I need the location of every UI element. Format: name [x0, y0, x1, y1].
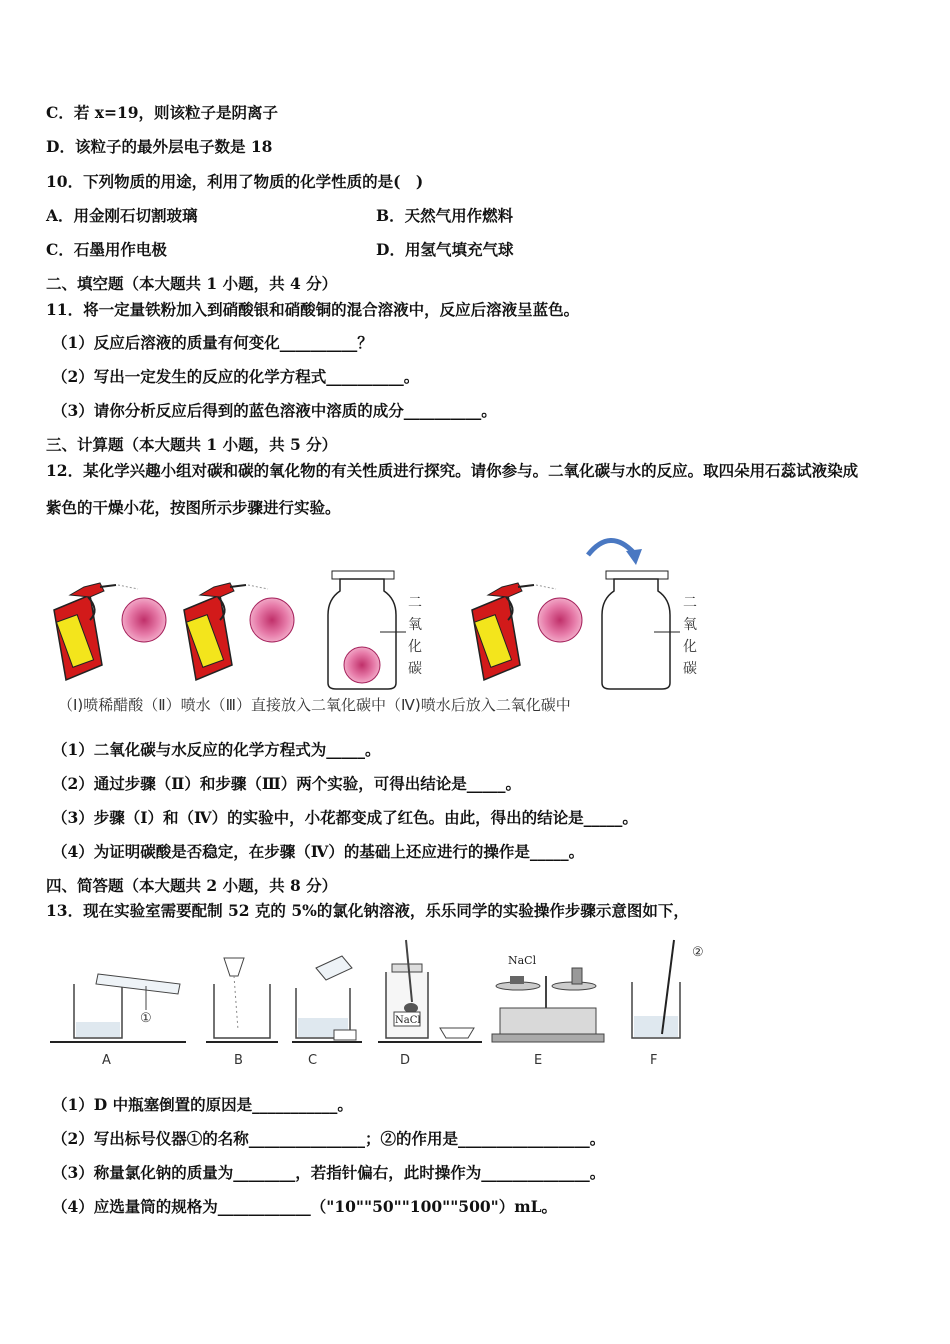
rose-flower-3 — [344, 647, 380, 683]
q9-option-d: D．该粒子的最外层电子数是 18 — [46, 137, 273, 156]
q12-part-2: （2）通过步骤（Ⅱ）和步骤（Ⅲ）两个实验，可得出结论是_____。 — [52, 774, 521, 793]
step-a-beaker — [50, 974, 186, 1042]
step-c-pouring — [292, 956, 362, 1042]
q13-stem: 13．现在实验室需要配制 52 克的 5%的氯化钠溶液，乐乐同学的实验操作步骤示意图如下， — [46, 901, 689, 920]
svg-text:碳: 碳 — [408, 661, 422, 677]
q11-part-2: （2）写出一定发生的反应的化学方程式__________。 — [52, 367, 420, 386]
svg-text:NaCl: NaCl — [395, 1015, 421, 1026]
co2-experiment-figure — [40, 525, 720, 705]
q13-part-2: （2）写出标号仪器①的名称_______________；②的作用是_________________。 — [52, 1129, 606, 1148]
q11-part-1: （1）反应后溶液的质量有何变化__________？ — [52, 333, 373, 352]
svg-text:氧: 氧 — [408, 617, 422, 633]
gas-jar-2 — [602, 571, 680, 689]
q10-option-d: D．用氢气填充气球 — [376, 240, 514, 259]
svg-text:E: E — [534, 1053, 543, 1068]
svg-text:化: 化 — [408, 639, 422, 655]
step-b-beaker-funnel — [206, 958, 278, 1042]
q12-part-3: （3）步骤（Ⅰ）和（Ⅳ）的实验中，小花都变成了红色。由此，得出的结论是_____。 — [52, 808, 638, 827]
section-3-heading: 三、计算题（本大题共 1 小题，共 5 分） — [46, 435, 338, 454]
rose-flower-1 — [122, 598, 166, 642]
q9-option-c: C．若 x=19，则该粒子是阴离子 — [46, 103, 279, 122]
step-f-stirring — [632, 940, 704, 1038]
q11-part-3: （3）请你分析反应后得到的蓝色溶液中溶质的成分__________。 — [52, 401, 497, 420]
q13-part-1: （1）D 中瓶塞倒置的原因是___________。 — [52, 1095, 353, 1114]
q13-part-4: （4）应选量筒的规格为____________（"10""50""100""500"）mL。 — [52, 1197, 558, 1216]
svg-text:A: A — [102, 1053, 111, 1068]
q10-stem: 10．下列物质的用途，利用了物质的化学性质的是( ) — [46, 172, 424, 191]
arrow-head-icon — [626, 549, 642, 565]
q13-part-3: （3）称量氯化钠的质量为________，若指针偏右，此时操作为______________。 — [52, 1163, 606, 1182]
rose-flower-2 — [250, 598, 294, 642]
q11-stem: 11．将一定量铁粉加入到硝酸银和硝酸铜的混合溶液中，反应后溶液呈蓝色。 — [46, 300, 580, 319]
q10-option-a: A．用金刚石切割玻璃 — [46, 206, 198, 225]
svg-text:②: ② — [692, 945, 704, 960]
gas-jar-1 — [328, 571, 406, 689]
svg-text:B: B — [234, 1053, 243, 1068]
section-2-heading: 二、填空题（本大题共 1 小题，共 4 分） — [46, 274, 338, 293]
svg-text:化: 化 — [683, 639, 697, 655]
rose-flower-4 — [538, 598, 582, 642]
q10-option-c: C．石墨用作电极 — [46, 240, 167, 259]
q10-option-b: B．天然气用作燃料 — [376, 206, 514, 225]
q12-stem-line1: 12．某化学兴趣小组对碳和碳的氧化物的有关性质进行探究。请你参与。二氧化碳与水的反应。取四朵用石蕊试液染成 — [46, 461, 859, 480]
svg-text:NaCl: NaCl — [508, 954, 537, 967]
svg-text:D: D — [400, 1053, 411, 1068]
q12-part-1: （1）二氧化碳与水反应的化学方程式为_____。 — [52, 740, 381, 759]
step-e-balance — [492, 954, 604, 1042]
solution-prep-figure — [46, 930, 726, 1075]
step-labels — [102, 1053, 657, 1068]
step-d-reagent-bottle — [378, 940, 482, 1042]
q12-part-4: （4）为证明碳酸是否稳定，在步骤（Ⅳ）的基础上还应进行的操作是_____。 — [52, 842, 585, 861]
svg-text:F: F — [650, 1053, 658, 1068]
q10-options-row1 — [46, 204, 514, 226]
svg-text:二: 二 — [408, 595, 422, 611]
figure1-caption: （Ⅰ)喷稀醋酸（Ⅱ）喷水（Ⅲ）直接放入二氧化碳中（Ⅳ)喷水后放入二氧化碳中 — [58, 696, 571, 714]
svg-text:碳: 碳 — [683, 661, 697, 677]
svg-text:C: C — [308, 1053, 318, 1068]
svg-text:①: ① — [140, 1011, 152, 1026]
curved-arrow-icon — [588, 540, 634, 555]
q10-options-row2 — [46, 238, 514, 260]
svg-text:二: 二 — [683, 595, 697, 611]
q12-stem-line2: 紫色的干燥小花，按图所示步骤进行实验。 — [46, 498, 341, 517]
svg-text:氧: 氧 — [683, 617, 697, 633]
section-4-heading: 四、简答题（本大题共 2 小题，共 8 分） — [46, 876, 338, 895]
co2-label-2 — [683, 595, 697, 677]
co2-label-1 — [408, 595, 422, 677]
